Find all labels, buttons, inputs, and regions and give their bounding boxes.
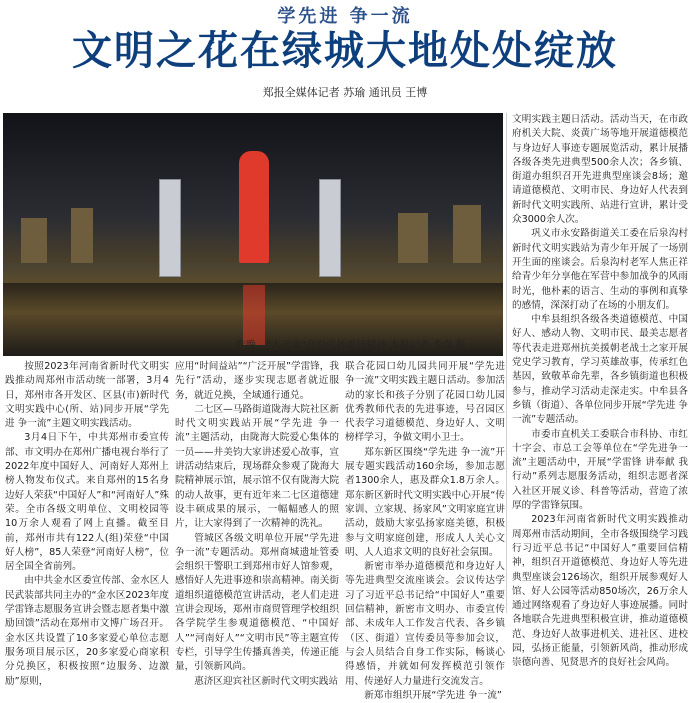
paragraph: 新郑市组织开展“学先进 争一流” bbox=[364, 689, 502, 701]
article-column-2 bbox=[175, 360, 339, 687]
paragraph: 郑东新区围绕“学先进 争一流”开展专题实践活动160余场，参加志愿者1300余人，惠及群众1.8万余人。郑东新区新时代文明实践中心开展“传家训、立家规、扬家风”文明家庭宣讲活动，鼓励大家弘扬家庭美德，积极参与文明家庭创建，形成人人关心文明、人人追求文明的良好社会氛围。 bbox=[345, 446, 505, 558]
paragraph: 市委市直机关工委联合市科协、市红十字会、市总工会等单位在“学先进争一流”主题活动中，开展“学雷锋 讲奉献 我行动”系列志愿服务活动，组织志愿者深入社区开展义诊、科普等活动，营造了浓厚的学雷锋氛围。 bbox=[512, 428, 688, 512]
bridge-pylon bbox=[319, 179, 341, 277]
paragraph: 巩义市永安路街道关工委在后泉沟村新时代文明实践站为青少年开展了一场别开生面的座谈会。后泉沟村老军人焦正祥给青少年分享他在军营中参加战争的风雨时光，他朴素的语言、生动的事例和真挚的感情，深深打动了在场的小朋友们。 bbox=[512, 228, 688, 311]
article-column-1 bbox=[5, 360, 169, 687]
paragraph: 二七区—马路街道陇海大院社区新时代文明实践站开展“学先进 争一流”主题活动，由陇海大院爱心集体的一员——井美钧大家讲述爱心故事，宣讲活动结束后，现场群众参观了陇海大院精神展示馆，展示馆不仅有陇海大院的动人故事，更有近年来二七区道德建设丰硕成果的展示，一幅幅感人的照片，让大家得到了一次精神的洗礼。 bbox=[175, 403, 339, 530]
paragraph: 按照2023年河南省新时代文明实践推动周郑州市活动统一部署，3月4日，郑州市各开发区、区县(市)新时代文明实践中心(所、站)同步开展“学先进 争一流”主题文明实践活动。 bbox=[5, 361, 169, 430]
article-column-right-top bbox=[512, 113, 688, 669]
paragraph: 中牟县组织各级各类道德模范、中国好人、感动人物、文明市民、最美志愿者等代表走进郑州抗美援朝老战士之家开展党史学习教育，学习英雄故事，传承红色基因，致敬革命先辈，各乡镇街道也积极参与，推动学习活动走深走实。中牟县各乡镇（街道）、各单位同步开展“学先进 争一流”专题活动。 bbox=[512, 314, 688, 426]
byline: 郑报全媒体记者 苏瑜 通讯员 王博 bbox=[262, 86, 428, 99]
paragraph: 3月4日下午，中共郑州市委宣传部、市文明办在郑州广播电视台举行了2022年度中国好人、河南好人郑州上榜人物发布仪式。来自郑州的15名身边好人荣获“中国好人”和“河南好人”殊荣。全市各级文明单位、文明校园等10万余人观看了网上直播。截至目前，郑州市共有122人(组)荣登“中国好人榜”，85人荣登“河南好人榜”，位居全国全省前列。 bbox=[5, 432, 169, 573]
paragraph: 管城区各级文明单位开展“学先进 争一流”专题活动。郑州商城遗址管委会组织干警职工到郑州市好人馆参观，感悟好人先进事迹和崇高精神。南关街道组织道德模范宣讲活动，老人们走进宣讲会现场，郑州市商贸管理学校组织各学院学生参观道德模范、“中国好人”“河南好人”“文明市民”等主题宣传专栏，引导学生传播真善美，传递正能量，引领新风尚。 bbox=[175, 532, 339, 673]
building bbox=[21, 218, 47, 263]
paragraph: 惠济区迎宾社区新时代文明实践站 bbox=[194, 675, 339, 687]
bridge-pylon bbox=[159, 179, 181, 277]
photo-caption: 昨晚，“大玉米”亮灯弘扬雷锋精神 本报记者 李焱 摄 bbox=[236, 340, 466, 351]
building bbox=[453, 205, 481, 263]
kicker: 学先进 争一流 bbox=[277, 6, 413, 27]
corn-tower bbox=[239, 151, 269, 263]
paragraph: 由中共金水区委宣传部、金水区人民武装部共同主办的“金水区2023年度学雷锋志愿服务宣讲会暨志愿者集中激励回馈”活动在郑州市文博广场召开。金水区共设置了10多家爱心单位志愿服务项目展示区，20多家爱心商家积分兑换区，积极按照“边服务、边激励”原则， bbox=[5, 575, 169, 687]
paragraph: 新密市举办道德模范和身边好人等先进典型交流座谈会。会议传达学习了习近平总书记给“中国好人”重要回信精神，新密市文明办、市委宣传部、未成年人工作发言代表、各乡镇（区、街道）宣传委员等参加会议，与会人员结合自身工作实际，畅谈心得感悟，并就如何发挥模范引领作用、传递好人力量进行交流发言。 bbox=[345, 561, 505, 687]
night-skyline-photo bbox=[3, 113, 503, 356]
paragraph: 应用“时间益站”“广泛开展”学雷锋，我先行”活动，逐步实现志愿者就近服务，就近兑换，全域通行通兑。 bbox=[175, 361, 339, 401]
paragraph: 2023年河南省新时代文明实践推动周郑州市活动期间，全市各级围绕学习践行习近平总书记“中国好人”重要回信精神，组织召开道德模范、身边好人等先进典型座谈会126场次，组织开展参观好人馆、好人公园等活动850场次，26万余人通过网络观看了身边好人事迹展播。同时各地联合先进典型积极宣讲，推动道德模范、身边好人故事进机关、进社区、进校园，弘扬正能量，引领新风尚，推动形成崇德向善、见贤思齐的良好社会风尚。 bbox=[512, 514, 688, 669]
article-column-3 bbox=[345, 360, 505, 701]
headline: 文明之花在绿城大地处处绽放 bbox=[72, 28, 618, 74]
building bbox=[71, 208, 93, 263]
column-divider bbox=[506, 113, 507, 613]
paragraph: 文明实践主题日活动。活动当天，在市政府机关大院、炎黄广场等地开展道德模范与身边好人事迹专题展览活动，累计展播各级各类先进典型500余人次；各乡镇、街道办组织召开先进典型座谈会8场；邀请道德模范、文明市民、身边好人代表到新时代文明实践所、站进行宣讲，累计受众3000余人次。 bbox=[512, 114, 688, 226]
building bbox=[398, 213, 428, 263]
paragraph: 联合花园口幼儿园共同开展“学先进 争一流”文明实践主题日活动。参加活动的家长和孩子分别了花园口幼儿园优秀教师代表的先进事迹，号召园区代表学习道德模范、身边好人、文明榜样学习，争做文明小卫士。 bbox=[345, 361, 505, 444]
